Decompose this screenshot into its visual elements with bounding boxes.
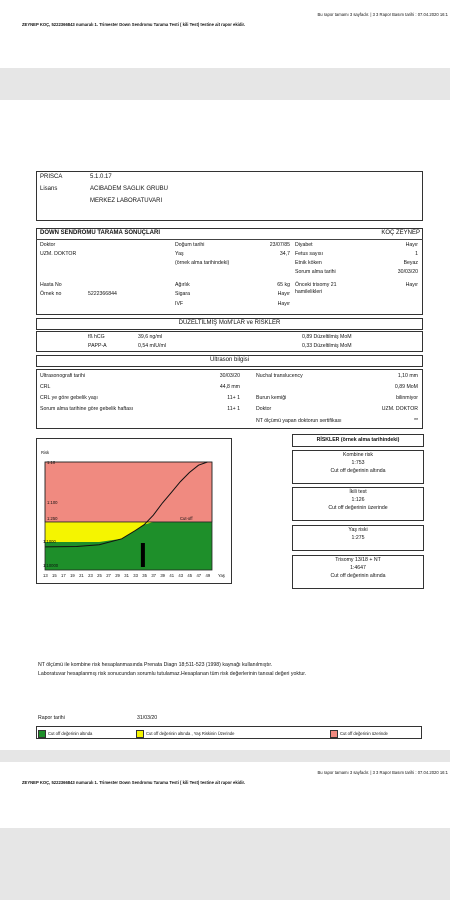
ga-crl-label: CRL ye göre gebelik yaşı bbox=[40, 395, 98, 401]
y-tick-1: 1:10 bbox=[47, 460, 56, 465]
trisomy-risk-box bbox=[292, 555, 424, 589]
sample-no-value: 5222366844 bbox=[88, 291, 117, 297]
software-version: 5.1.0.17 bbox=[90, 174, 112, 180]
x-tick-label: 21 bbox=[79, 573, 84, 578]
crl-label: CRL bbox=[40, 384, 51, 390]
trisomy-risk-value: 1:4647 bbox=[350, 565, 366, 571]
doctor-label: Doktor bbox=[40, 242, 56, 248]
license-line-2: MERKEZ LABORATUVARI bbox=[90, 198, 163, 204]
prev-t21-value: Hayır bbox=[405, 282, 418, 288]
diabetes-label: Diyabet bbox=[295, 242, 313, 248]
query-date-value: 30/03/20 bbox=[397, 269, 418, 275]
x-tick-label: 39 bbox=[160, 573, 166, 578]
us-doctor-value: UZM. DOKTOR bbox=[381, 406, 418, 412]
age-label: Yaş bbox=[175, 251, 184, 257]
license-label: Lisans bbox=[40, 186, 58, 192]
header-patient-line: ZEYNEP KOÇ, 5222366843 numaralı 1. Trimester Down Sendromu Tarama Testi ( kili Test) testine ait rapor ekidir. bbox=[22, 22, 246, 27]
x-tick-label: 37 bbox=[151, 573, 156, 578]
legend-red-swatch bbox=[330, 730, 338, 738]
nt-cert-value: ** bbox=[413, 418, 418, 424]
sample-no-label: Örnek no bbox=[40, 291, 62, 297]
hcg-name: fß hCG bbox=[88, 334, 105, 340]
report-date-value: 31/03/20 bbox=[137, 715, 158, 721]
biochem-risk-box bbox=[292, 487, 424, 521]
x-tick-label: 43 bbox=[178, 573, 184, 578]
query-date-label: Sorum alma tarihi bbox=[295, 269, 336, 275]
nt-label: Nuchal translucency bbox=[256, 373, 303, 379]
legend-red-label: Cut off değerinin üzerinde bbox=[340, 731, 388, 736]
footer-patient-line: ZEYNEP KOÇ, 5222366843 numaralı 1. Trimester Down Sendromu Tarama Testi ( kili Test) testine ait rapor ekidir. bbox=[22, 780, 246, 785]
legend-green-swatch bbox=[38, 730, 46, 738]
birth-label: Doğum tarihi bbox=[175, 242, 205, 248]
license-line-1: ACIBADEM SAGLIK GRUBU bbox=[90, 186, 169, 192]
zone-above-cutoff bbox=[45, 462, 212, 522]
note-line-1: NT ölçümü ile kombine risk hesaplanmasında Prenata Diagn 18;511-523 (1998) kaynağı kullanılmıştır. bbox=[38, 662, 273, 668]
y-tick-5: 1:10000 bbox=[43, 563, 59, 568]
chart-risk-label: Risk bbox=[41, 450, 50, 455]
nt-mom: 0,89 MoM bbox=[394, 384, 418, 390]
fetus-value: 1 bbox=[415, 251, 418, 257]
biochem-risk-label: İkili test bbox=[349, 489, 367, 495]
smoking-label: Sigara bbox=[175, 291, 190, 297]
patient-risk-marker bbox=[141, 543, 145, 567]
x-tick-label: 33 bbox=[133, 573, 138, 578]
x-tick-label: 41 bbox=[169, 573, 175, 578]
software-name: PRISCA bbox=[40, 174, 63, 180]
biochem-risk-status: Cut off değerinin üzerinde bbox=[328, 505, 388, 511]
x-tick-label: 19 bbox=[70, 573, 75, 578]
x-tick-label: 25 bbox=[97, 573, 102, 578]
pappa-value: 0,54 mIU/ml bbox=[138, 343, 166, 349]
nasal-label: Burun kemiği bbox=[256, 395, 287, 401]
legend-red bbox=[330, 729, 388, 738]
x-tick-label: 23 bbox=[88, 573, 93, 578]
legend-green bbox=[38, 729, 92, 738]
combined-risk-label: Kombine risk bbox=[343, 452, 373, 458]
age-risk-value: 1:275 bbox=[351, 535, 365, 541]
x-tick-label: 31 bbox=[124, 573, 129, 578]
results-patient-name: KOÇ ZEYNEP bbox=[381, 230, 420, 236]
ultrasound-title: Ultrason bilgisi bbox=[209, 357, 249, 363]
y-tick-4: 1:1000 bbox=[43, 539, 56, 544]
combined-risk-value: 1:753 bbox=[351, 460, 365, 466]
combined-risk-box bbox=[292, 450, 424, 484]
biochem-risk-value: 1:126 bbox=[351, 497, 365, 503]
x-tick-label: 27 bbox=[106, 573, 111, 578]
nt-value: 1,10 mm bbox=[397, 373, 418, 379]
x-axis-unit: Yaş bbox=[218, 573, 225, 578]
report-date-label: Rapor tarihi bbox=[38, 715, 65, 721]
x-tick-label: 17 bbox=[61, 573, 66, 578]
hcg-value: 39,6 ng/ml bbox=[138, 334, 163, 340]
nt-cert-label: NT ölçümü yapan doktorun sertifikası bbox=[256, 418, 342, 424]
nasal-value: bilinmiyor bbox=[396, 395, 418, 401]
age-value: 34,7 bbox=[279, 251, 290, 257]
risks-title: RİSKLER (örnek alma tarihindeki) bbox=[316, 437, 400, 443]
y-tick-2: 1:100 bbox=[47, 500, 58, 505]
pappa-name: PAPP-A bbox=[88, 343, 107, 349]
note-line-2: Laboratuvar hesaplanmış risk sonucundan sorumlu tutulamaz.Hesaplanan tüm risk değerlerinin tanısal değeri yoktur. bbox=[38, 671, 307, 677]
header-page-note: Bu rapor tamamı 3 sayfadır. | 3 3 Rapor Basım tarihi : 07.04.2020 16:1 bbox=[317, 12, 448, 17]
results-title: DOWN SENDROMU TARAMA SONUÇLARI bbox=[40, 230, 160, 236]
x-tick-label: 13 bbox=[43, 573, 48, 578]
us-date-label: Ultrasonografi tarihi bbox=[40, 373, 85, 379]
patient-no-label: Hasta No bbox=[40, 282, 62, 288]
trisomy-risk-status: Cut off değerinin altında bbox=[330, 573, 386, 579]
footer-page-note: Bu rapor tamamı 3 sayfadır. | 3 3 Rapor Basım tarihi : 07.04.2020 16:1 bbox=[317, 770, 448, 775]
diabetes-value: Hayır bbox=[405, 242, 418, 248]
legend-yellow-label: Cut off değerinin altında , Yaş Riskinin Üzerinde bbox=[146, 731, 235, 736]
age-risk-label: Yaş riski bbox=[348, 527, 368, 533]
age-note: (örnek alma tarihindeki) bbox=[175, 260, 230, 266]
hcg-mom: 0,89 Düzeltilmiş MoM bbox=[302, 334, 352, 340]
birth-value: 23/07/85 bbox=[269, 242, 290, 248]
legend-yellow-swatch bbox=[136, 730, 144, 738]
weight-label: Ağırlık bbox=[175, 282, 190, 288]
x-tick-label: 49 bbox=[205, 573, 211, 578]
prev-t21-label-2: hamilelikleri bbox=[295, 289, 323, 295]
ga-crl-value: 11+ 1 bbox=[227, 395, 240, 401]
ga-query-value: 11+ 1 bbox=[227, 406, 240, 412]
ivf-value: Hayır bbox=[277, 301, 290, 307]
cutoff-label: Cut-off bbox=[180, 516, 193, 521]
us-date-value: 30/03/20 bbox=[219, 373, 240, 379]
doctor-value: UZM. DOKTOR bbox=[40, 251, 77, 257]
x-tick-label: 15 bbox=[52, 573, 57, 578]
x-tick-label: 35 bbox=[142, 573, 147, 578]
weight-value: 65 kg bbox=[277, 282, 290, 288]
trisomy-risk-label: Trisomy 13/18 + NT bbox=[335, 557, 381, 563]
x-tick-label: 29 bbox=[115, 573, 120, 578]
crl-value: 44,8 mm bbox=[219, 384, 240, 390]
x-tick-label: 47 bbox=[196, 573, 202, 578]
pappa-mom: 0,33 Düzeltilmiş MoM bbox=[302, 343, 352, 349]
ethnic-label: Etnik köken bbox=[295, 260, 322, 266]
y-tick-3: 1:250 bbox=[47, 516, 58, 521]
ivf-label: IVF bbox=[175, 301, 184, 307]
x-tick-label: 45 bbox=[187, 573, 193, 578]
prev-t21-label: Önceki trisomy 21 bbox=[295, 282, 337, 288]
corrected-title: DÜZELTİLMİŞ MoM'LAR ve RİSKLER bbox=[178, 320, 281, 326]
us-doctor-label: Doktor bbox=[256, 406, 272, 412]
legend-green-label: Cut off değerinin altında bbox=[48, 731, 93, 736]
combined-risk-status: Cut off değerinin altında bbox=[330, 468, 386, 474]
ga-query-label: Sorum alma tarihine göre gebelik haftası bbox=[40, 406, 134, 412]
fetus-label: Fetus sayısı bbox=[295, 251, 323, 257]
smoking-value: Hayır bbox=[277, 291, 290, 297]
ethnic-value: Beyaz bbox=[403, 260, 418, 266]
age-risk-box bbox=[292, 525, 424, 551]
legend-yellow bbox=[136, 729, 234, 738]
